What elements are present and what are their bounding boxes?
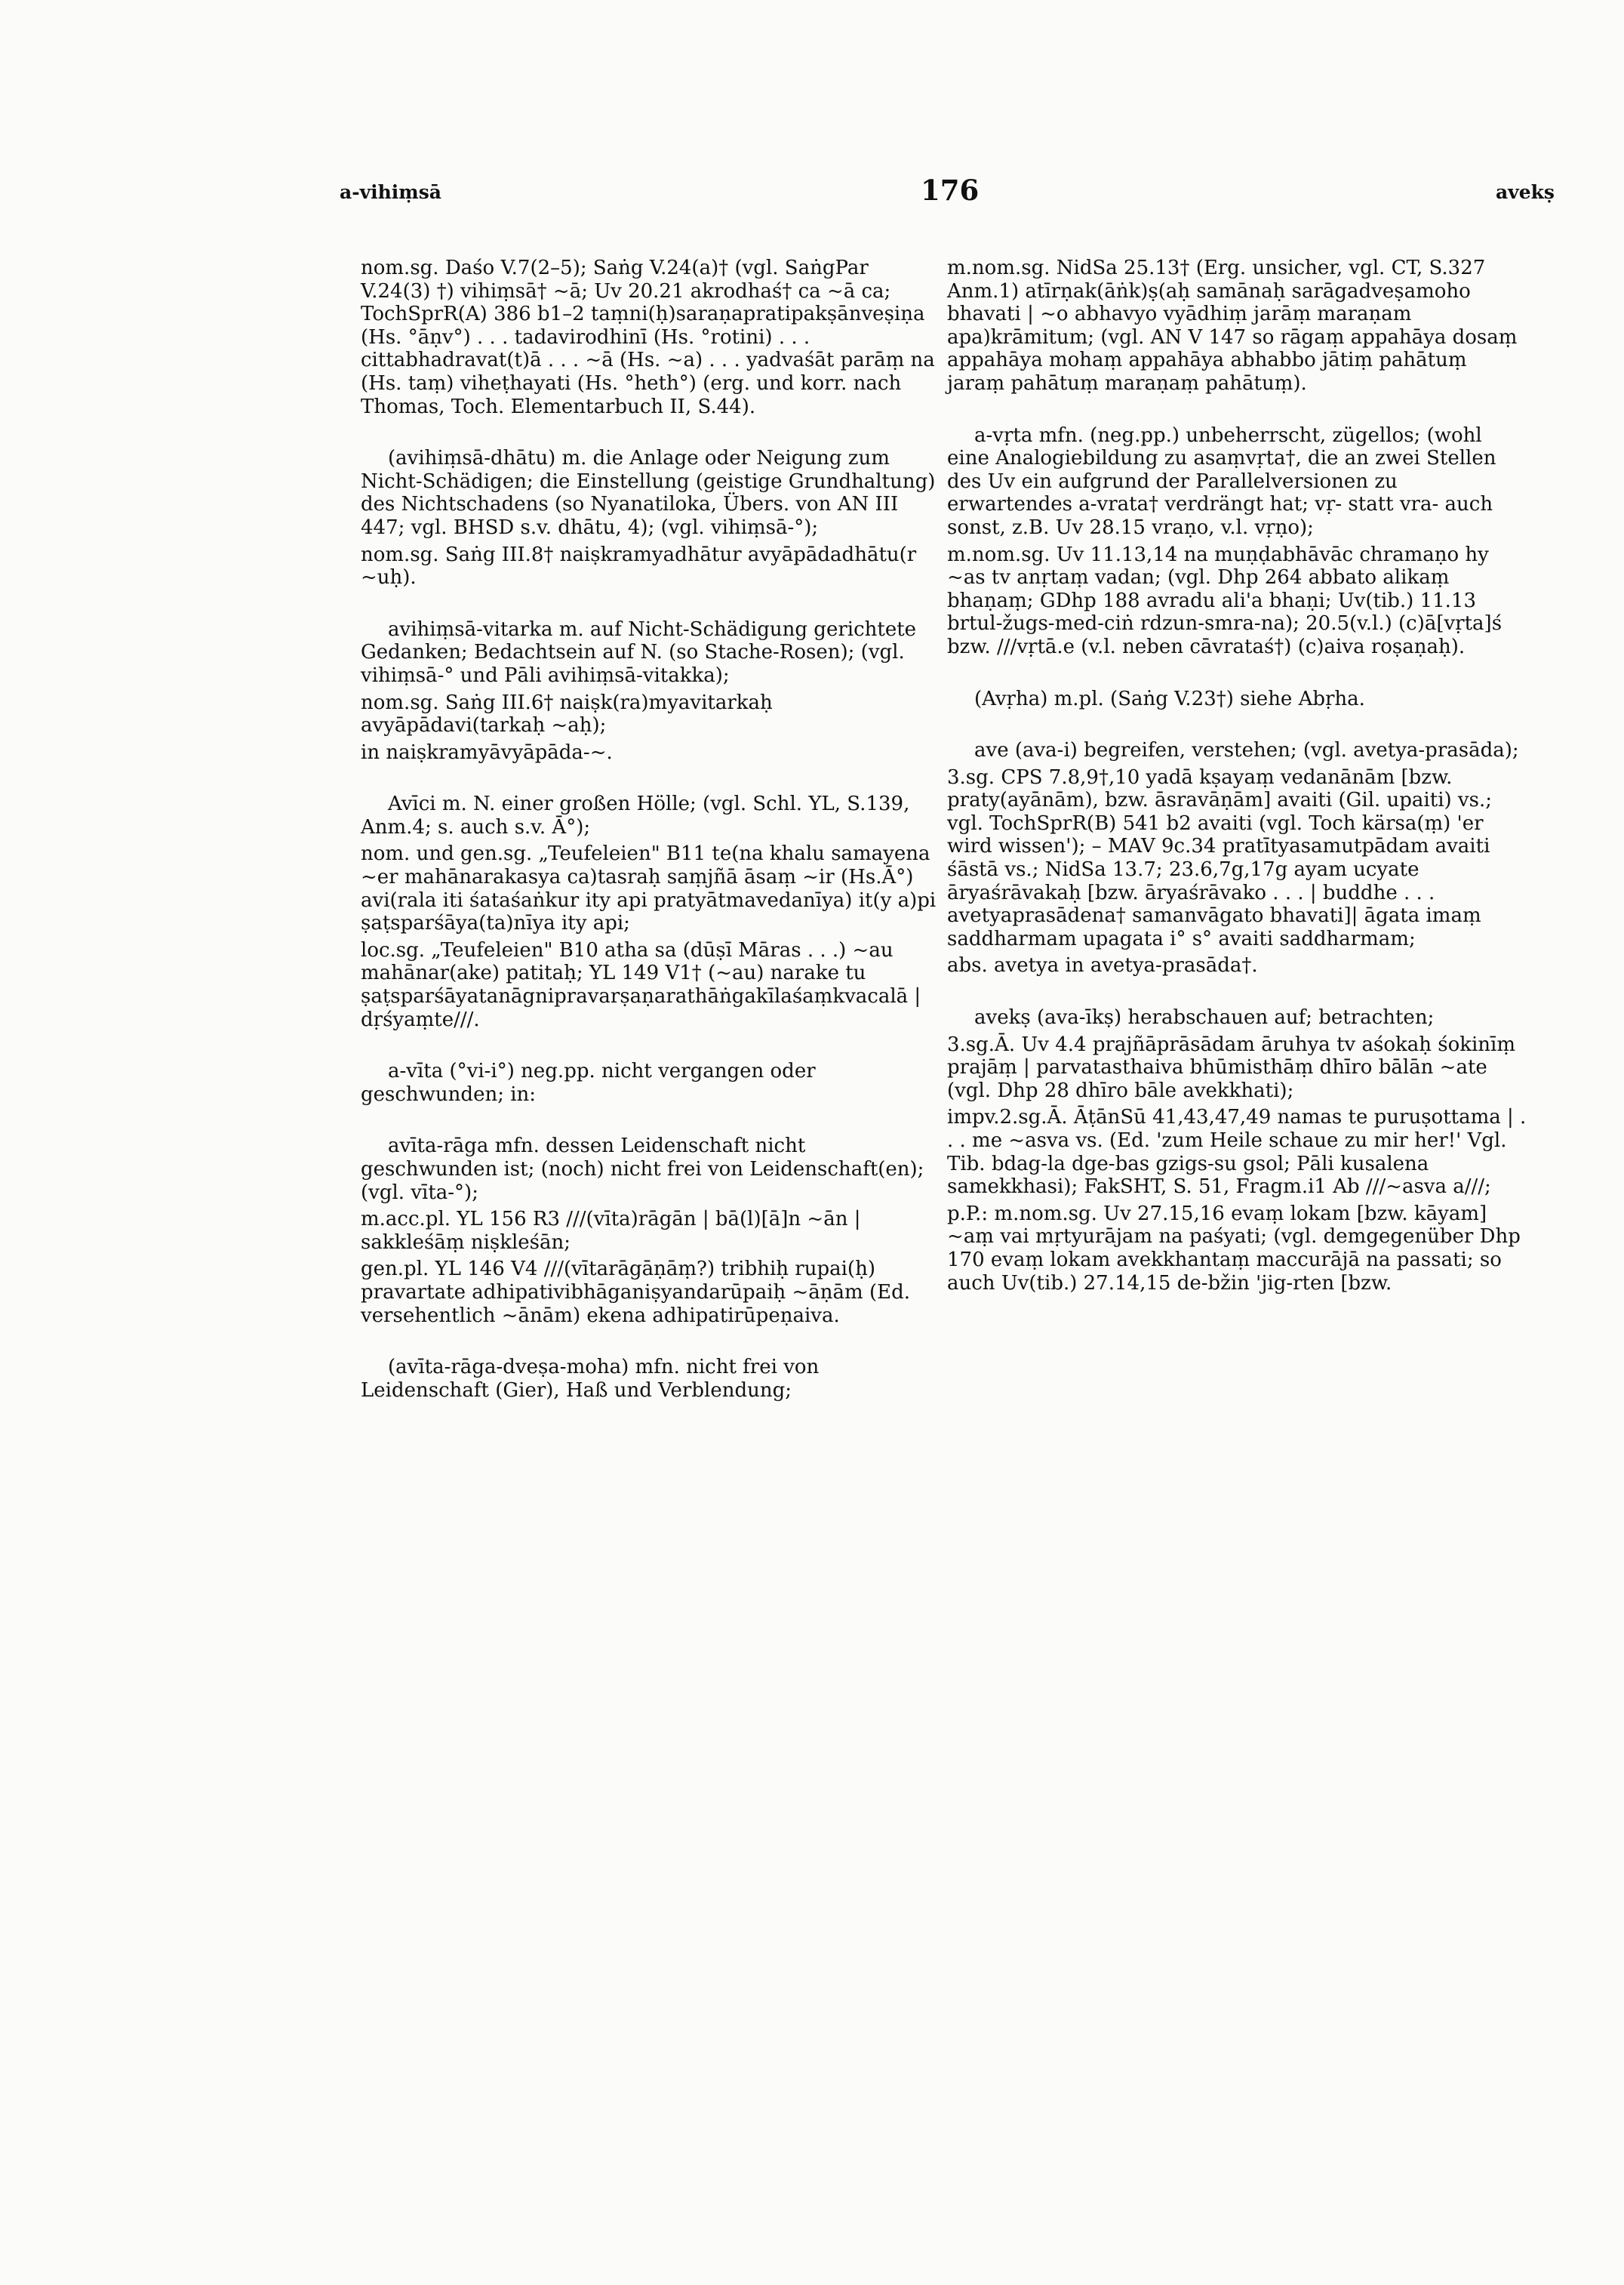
entry-paragraph: nom.sg. Saṅg III.8† naiṣkramyadhātur avyāpādadhātu(r ~uḥ).: [361, 543, 917, 590]
entry-headword-paragraph: a-vṛta mfn. (neg.pp.) unbeherrscht, zügellos; (wohl eine Analogiebildung zu asaṃvṛta†, die an zwei Stellen des Uv ein aufgrund der Parallelversionen zu erwartendes a-vrata† verdrängt hat; vṛ- statt vra- auch sonst, z.B. Uv 28.15 vraṇo, v.l. vṛṇo);: [947, 423, 1496, 539]
dictionary-entry: [947, 688, 1528, 711]
entry-paragraph: nom.sg. Daśo V.7(2–5); Saṅg V.24(a)† (vgl. SaṅgPar V.24(3) †) vihiṃsā† ~ā; Uv 20.21 akrodhaś† ca ~ā ca; TochSprR(A) 386 b1–2 taṃni(ḥ)saraṇapratipakṣānveṣiṇa (Hs. °āṇv°) . . . tadavirodhinī (Hs. °rotini) . . . cittabhadravat(t)ā . . . ~ā (Hs. ~a) . . . yadvaśāt parāṃ na (Hs. taṃ) viheṭhayati (Hs. °heth°) (erg. und korr. nach Thomas, Toch. Elementarbuch II, S.44).: [361, 257, 935, 418]
entry-paragraph: abs. avetya in avetya-prasāda†.: [947, 954, 1258, 978]
entry-paragraph: gen.pl. YL 146 V4 ///(vītarāgāṇāṃ?) tribhiḥ rupai(ḥ) pravartate adhipativibhāganiṣyandarūpaiḥ ~āṇām (Ed. versehentlich ~ānām) ekena adhipatirūpeṇaiva.: [361, 1258, 910, 1327]
entry-headword-paragraph: (avīta-rāga-dveṣa-moha) mfn. nicht frei von Leidenschaft (Gier), Haß und Verblendung;: [361, 1356, 820, 1402]
dictionary-entry: [947, 257, 1528, 396]
running-head-left: a-vihiṃsā: [340, 181, 441, 203]
entry-headword-paragraph: (Avṛha) m.pl. (Saṅg V.23†) siehe Abṛha.: [974, 687, 1365, 710]
dictionary-entry: [947, 1006, 1528, 1295]
dictionary-entry: [361, 618, 942, 765]
page-number: 176: [921, 174, 980, 207]
right-column: [947, 257, 1528, 1323]
entry-headword-paragraph: avihiṃsā-vitarka m. auf Nicht-Schädigung gerichtete Gedanken; Bedachtsein auf N. (so Stache-Rosen); (vgl. vihiṃsā-° und Pāli avihiṃsā-vitakka);: [361, 617, 917, 687]
entry-paragraph: 3.sg. CPS 7.8,9†,10 yadā kṣayaṃ vedanānām [bzw. praty(ayānām), bzw. āsravāṇām] avaiti (Gil. upaiti) vs.; vgl. TochSprR(B) 541 b2 avaiti (vgl. Toch kärsa(ṃ) 'er wird wissen'); – MAV 9c.34 pratītyasamutpādam avaiti śāstā vs.; NidSa 13.7; 23.6,7g,17g ayam ucyate āryaśrāvakaḥ [bzw. āryaśrāvako . . . | buddhe . . . avetyaprasādena† samanvāgato bhavati]| āgata imaṃ saddharmam upagata i° s° avaiti saddharmam;: [947, 765, 1492, 950]
entry-headword-paragraph: avekṣ (ava-īkṣ) herabschauen auf; betrachten;: [974, 1006, 1435, 1030]
entry-paragraph: in naiṣkramyāvyāpāda-~.: [361, 741, 613, 764]
entry-paragraph: loc.sg. „Teufeleien" B10 atha sa (dūṣī Māras . . .) ~au mahānar(ake) patitaḥ; YL 149 V1† (~au) narake tu ṣaṭsparśāyatanāgnipravarṣaṇarathāṅgakīlaśaṃkvacalā | dṛśyaṃte///.: [361, 938, 921, 1031]
entry-paragraph: impv.2.sg.Ā. ĀṭānSū 41,43,47,49 namas te puruṣottama | . . . me ~asva vs. (Ed. 'zum Heile schaue zu mir her!' Vgl. Tib. bdag-la dge-bas gzigs-su gsol; Pāli kusalena samekkhasi); FakSHT, S. 51, Fragm.i1 Ab ///~asva a///;: [947, 1106, 1527, 1199]
dictionary-entry: [361, 447, 942, 590]
entry-paragraph: m.nom.sg. Uv 11.13,14 na muṇḍabhāvāc chramaṇo hy ~as tv anṛtaṃ vadan; (vgl. Dhp 264 abbato alikaṃ bhaṇaṃ; GDhp 188 avradu ali'a bhaṇi; Uv(tib.) 11.13 brtul-žugs-med-ciṅ rdzun-smra-na); 20.5(v.l.) (c)ā[vṛta]ś bzw. ///vṛtā.e (v.l. neben cāvrataś†) (c)aiva roṣaṇaḥ).: [947, 543, 1503, 658]
entry-paragraph: p.P.: m.nom.sg. Uv 27.15,16 evaṃ lokam [bzw. kāyam] ~aṃ vai mṛtyurājam na paśyati; (vgl. demgegenüber Dhp 170 evaṃ lokam avekkhantaṃ maccurājā na passati; so auch Uv(tib.) 27.14,15 de-bžin 'jig-rten [bzw.: [947, 1202, 1521, 1295]
dictionary-entry: [361, 1356, 942, 1402]
entry-headword-paragraph: ave (ava-i) begreifen, verstehen; (vgl. avetya-prasāda);: [974, 739, 1519, 762]
dictionary-entry: [361, 257, 942, 418]
dictionary-entry: [947, 739, 1528, 978]
running-head-right: avekṣ: [1495, 181, 1555, 203]
entry-headword-paragraph: (avihiṃsā-dhātu) m. die Anlage oder Neigung zum Nicht-Schädigen; die Einstellung (geistige Grundhaltung) des Nichtschadens (so Nyanatiloka, Übers. von AN III 447; vgl. BHSD s.v. dhātu, 4); (vgl. vihiṃsā-°);: [361, 447, 936, 539]
dictionary-entry: [947, 424, 1528, 659]
dictionary-entry: [361, 1135, 942, 1327]
entry-paragraph: nom.sg. Saṅg III.6† naiṣk(ra)myavitarkaḥ avyāpādavi(tarkaḥ ~aḥ);: [361, 691, 773, 738]
dictionary-entry: [361, 1060, 942, 1106]
page-header: [340, 174, 1555, 226]
dictionary-entry: [361, 793, 942, 1031]
left-column: [361, 257, 942, 1430]
entry-paragraph: m.nom.sg. NidSa 25.13† (Erg. unsicher, vgl. CT, S.327 Anm.1) atīrṇak(āṅk)ṣ(aḥ samānaḥ sarāgadveṣamoho bhavati | ~o abhavyo vyādhiṃ jarāṃ maraṇam apa)krāmitum; (vgl. AN V 147 so rāgaṃ appahāya dosaṃ appahāya mohaṃ appahāya abhabbo jātiṃ pahātuṃ jaraṃ pahātuṃ maraṇaṃ pahātuṃ).: [947, 257, 1518, 395]
entry-headword-paragraph: avīta-rāga mfn. dessen Leidenschaft nicht geschwunden ist; (noch) nicht frei von Leidenschaft(en); (vgl. vīta-°);: [361, 1135, 924, 1204]
entry-paragraph: 3.sg.Ā. Uv 4.4 prajñāprāsādam āruhya tv aśokaḥ śokinīṃ prajāṃ | parvatasthaiva bhūmisthāṃ dhīro bālān ~ate (vgl. Dhp 28 dhīro bāle avekkhati);: [947, 1033, 1516, 1102]
entry-paragraph: nom. und gen.sg. „Teufeleien" B11 te(na khalu samayena ~er mahānarakasya ca)tasraḥ saṃjñā āsaṃ ~ir (Hs.Ā°) avi(rala iti śataśaṅkur ity api pratyātmavedanīya) it(y a)pi ṣaṭsparśāya(ta)nīya ity api;: [361, 842, 937, 935]
entry-headword-paragraph: Avīci m. N. einer großen Hölle; (vgl. Schl. YL, S.139, Anm.4; s. auch s.v. Ā°);: [361, 793, 910, 839]
entry-headword-paragraph: a-vīta (°vi-i°) neg.pp. nicht vergangen oder geschwunden; in:: [361, 1060, 816, 1106]
entry-paragraph: m.acc.pl. YL 156 R3 ///(vīta)rāgān | bā(l)[ā]n ~ān | sakkleśāṃ niṣkleśān;: [361, 1208, 861, 1254]
